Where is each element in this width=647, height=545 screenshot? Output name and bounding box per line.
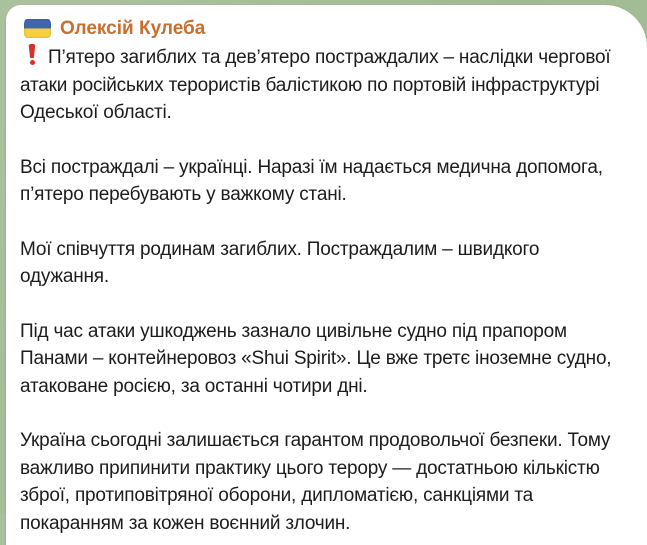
message-paragraph: Під час атаки ушкоджень зазнало цивільне судно під прапором Панами – контейнеровоз «Shui Spirit». Це вже третє іноземне судно, атаковане росією, за останні чотири дні. [20, 320, 612, 397]
message-paragraph: Мої співчуття родинам загиблих. Постраждалим – швидкого одужання. [20, 238, 540, 287]
sender-name[interactable]: Олексій Кулеба [60, 17, 206, 39]
message-paragraph: Всі постраждалі – українці. Наразі їм надається медична допомога, п’ятеро перебувають у важкому стані. [20, 156, 603, 205]
message-text [20, 44, 623, 537]
message-header [24, 15, 623, 42]
red-exclamation-icon [27, 44, 37, 66]
message-paragraph [20, 44, 623, 127]
message-bubble [6, 5, 647, 545]
message-paragraph: Україна сьогодні залишається гарантом продовольчої безпеки. Тому важливо припинити практику цього терору — достатньою кількістю зброї, протиповітряної оборони, дипломатією, санкціями та покаранням за кожен воєнний злочин. [20, 430, 611, 534]
paragraph-text: П’ятеро загиблих та дев’ятеро постраждалих – наслідки чергової атаки російських терористів балістикою по портовій інфраструктурі Одеської області. [20, 47, 611, 123]
ukraine-flag-icon [24, 19, 51, 38]
